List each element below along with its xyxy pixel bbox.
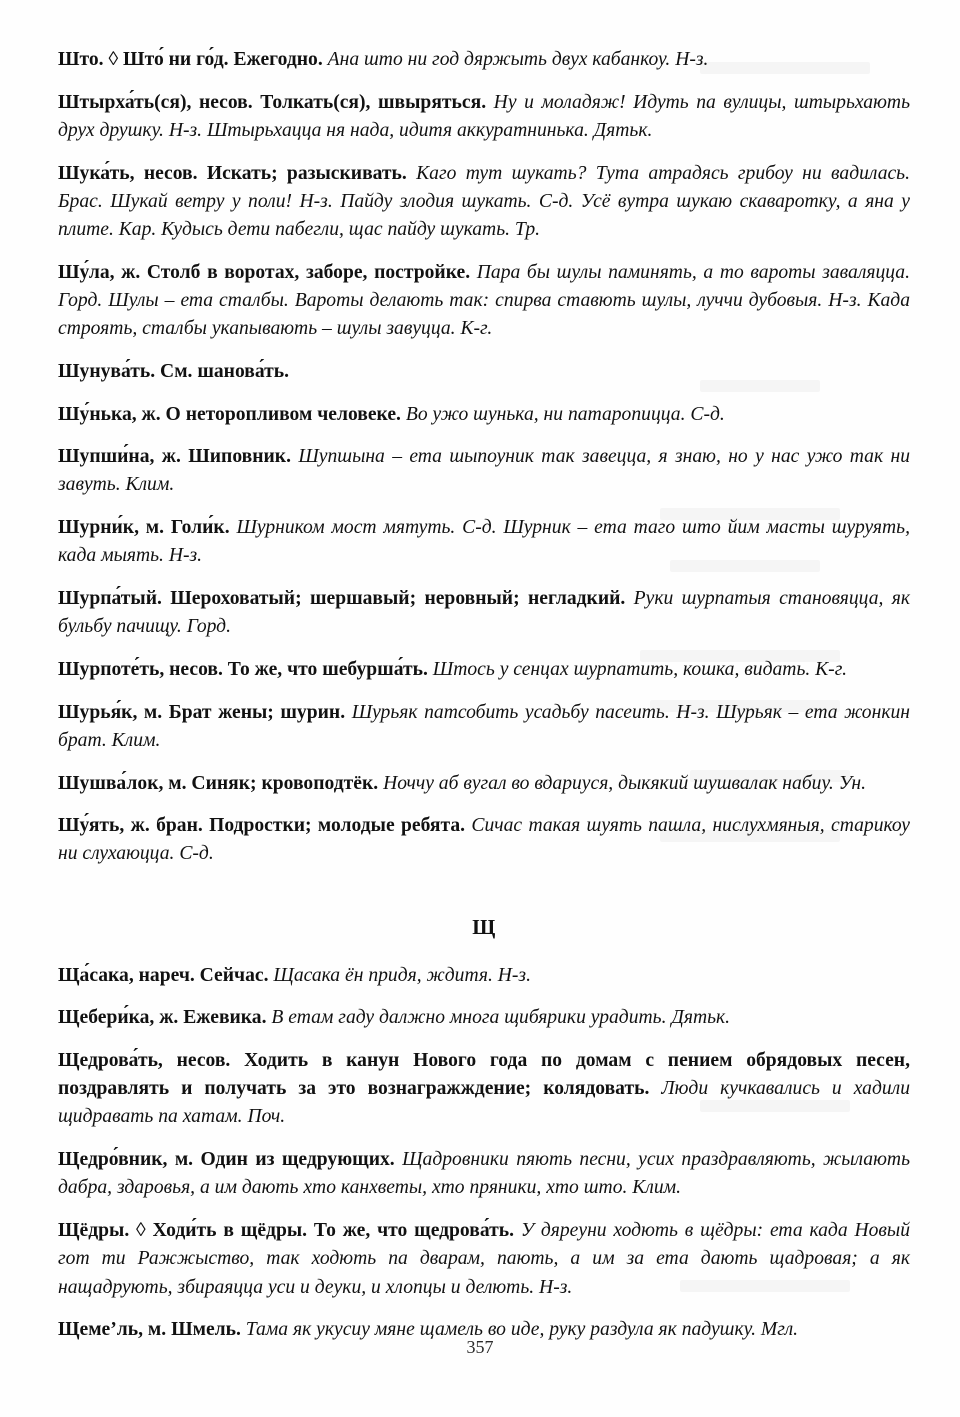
entry-example: Ну и моладяж! Идуть па вулицы, штырьхають друх друшку. Н-з. Штырьхацца ня нада, идитя аккуратнинька. Дятьк. xyxy=(58,91,910,141)
entry-example: Шурьяк патсобить усадьбу пасеить. Н-з. Шурьяк – ета жонкин брат. Клим. xyxy=(58,701,911,751)
dictionary-entry xyxy=(58,514,910,570)
entry-headword: Шу́нька, ж. О неторопливом человеке. xyxy=(58,403,401,425)
dictionary-entry xyxy=(58,962,910,990)
entry-headword: Шупши́на, ж. Шиповник. xyxy=(58,446,291,468)
entry-headword: Шурпа́тый. Шероховатый; шершавый; неровный; негладкий. xyxy=(58,588,626,610)
entry-example: Люди кучкавались и хадили щидравать па хатам. Поч. xyxy=(58,1078,910,1128)
dictionary-entry xyxy=(58,812,910,868)
entry-example: Тама як укусиу мяне щамель во иде, руку раздула як падушку. Мгл. xyxy=(245,1319,799,1341)
entry-example: Ноччу аб вугал во вдариуся, дыкякий шушвалак набиу. Ун. xyxy=(383,772,867,794)
dictionary-entry xyxy=(58,401,910,429)
entry-headword: Штырха́ть(ся), несов. Толкать(ся), швыряться. xyxy=(58,91,487,113)
entry-headword: Ща́сака, нареч. Сейчас. xyxy=(58,964,269,986)
dictionary-entry xyxy=(58,160,910,245)
page-number: 357 xyxy=(466,1337,494,1357)
dictionary-entry xyxy=(58,585,910,641)
entry-example: В етам гаду далжно многа щибярики урадить. Дятьк. xyxy=(271,1007,731,1029)
entry-example: Руки шурпатыя становяцца, як бульбу пачищу. Горд. xyxy=(58,588,910,638)
entry-headword: Щеме’ль, м. Шмель. xyxy=(58,1319,241,1341)
entry-example: Штось у сенцах шурпатить, кошка, видать. К-г. xyxy=(432,658,847,680)
entry-example: Шурником мост мятуть. С-д. Шурник – ета таго што йим масты шуруять, када мыять. Н-з. xyxy=(58,517,910,567)
dictionary-entry xyxy=(58,89,910,145)
section-letter-heading: Щ xyxy=(472,914,496,939)
entry-headword: Шурпоте́ть, несов. То же, что шебурша́ть. xyxy=(58,658,428,680)
dictionary-entry xyxy=(58,1146,910,1202)
entry-headword: Щебери́ка, ж. Ежевика. xyxy=(58,1007,267,1029)
dictionary-entry xyxy=(58,770,910,798)
dictionary-entry xyxy=(58,1004,910,1032)
entry-headword: Шунува́ть. См. шанова́ть. xyxy=(58,360,290,382)
entry-example: Сичас такая шуять пашла, нислухмяныя, старикоу ни слухаюцца. С-д. xyxy=(58,815,911,865)
dictionary-entry xyxy=(58,1217,910,1302)
dictionary-entry xyxy=(58,358,910,386)
entry-headword: Шука́ть, несов. Искать; разыскивать. xyxy=(58,162,407,184)
entry-headword: Шурья́к, м. Брат жены; шурин. xyxy=(58,701,346,723)
entry-example: Во ужо шунька, ни патаропицца. С-д. xyxy=(405,403,725,425)
dictionary-entry xyxy=(58,699,910,755)
entry-example: Щасака ён придя, ждитя. Н-з. xyxy=(273,964,531,986)
entry-example: Каго тут шукать? Тута атрадясь грибоу ни вадилась. Брас. Шукай ветру у поли! Н-з. Пайду злодия шукать. С-д. Усё вутра шукаю скаваротку, а яна у плите. Кар. Кудысь дети пабегли, щас пайду шукать. Тр. xyxy=(58,162,911,241)
entry-headword: Щёдры. ◊ Ходи́ть в щёдры. То же, что щедрова́ть. xyxy=(58,1220,514,1242)
dictionary-entry xyxy=(58,1047,910,1132)
dictionary-entry xyxy=(58,443,910,499)
entry-headword: Што. ◊ Што́ ни го́д. Ежегодно. xyxy=(58,49,323,70)
dictionary-entry xyxy=(58,656,910,684)
entry-headword: Шу́ять, ж. бран. Подростки; молодые ребята. xyxy=(58,815,466,837)
entry-example: Шупшына – ета шыпоуник так завецца, я знаю, но у нас ужо так ни завуть. Клим. xyxy=(58,446,911,496)
entry-example: У дяреуни ходють в щёдры: ета када Новый гот ти Ражжыство, так ходють па дварам, пають, а им за ета дають щадровая; а як нащадрують, збираяцца уси и деуки, и хлопцы и делють. Н-з. xyxy=(58,1220,910,1298)
dictionary-body xyxy=(58,46,910,1344)
dictionary-entry xyxy=(58,259,910,344)
entry-example: Ана што ни год дяржыть двух кабанкоу. Н-з. xyxy=(327,49,709,70)
entry-headword: Щедро́вник, м. Один из щедрующих. xyxy=(58,1149,395,1171)
entry-headword: Щедрова́ть, несов. Ходить в канун Нового года по домам с пением обрядовых песен, поздравлять и получать за это вознагражждение; колядовать. xyxy=(58,1050,910,1100)
entry-headword: Шушва́лок, м. Синяк; кровоподтёк. xyxy=(58,772,379,794)
entry-headword: Шурни́к, м. Голи́к. xyxy=(58,517,230,539)
entry-headword: Шу́ла, ж. Столб в воротах, заборе, постройке. xyxy=(58,261,471,283)
dictionary-entry xyxy=(58,46,910,74)
entry-example: Щадровники пяють песни, усих праздравляють, жылають дабра, здаровья, а им дають хто канхветы, хто пряники, хто што. Клим. xyxy=(58,1149,910,1199)
entry-example: Пара бы шулы паминять, а то вароты заваляцца. Горд. Шулы – ета сталбы. Вароты делають так: спирва ставють шулы, луччи дубовыя. Н-з. Када строять, сталбы укапывають – шулы завуцца. К-г. xyxy=(58,261,910,340)
